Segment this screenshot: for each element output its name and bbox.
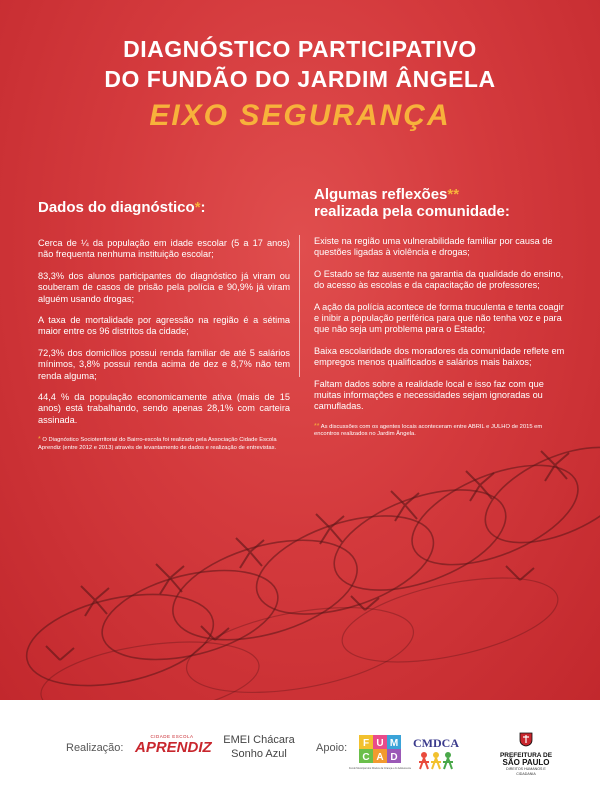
right-paragraph: Faltam dados sobre a realidade local e isso faz com que muitas informações e necessidades sejam ignoradas ou camufladas. (314, 378, 544, 412)
header (0, 34, 600, 136)
sp-city: SÃO PAULO (502, 758, 550, 767)
left-paragraph: 83,3% dos alunos participantes do diagnóstico já viram ou souberam de casos de prisão pela polícia e 90,9% já viram alguém usando drogas; (38, 270, 290, 304)
right-heading (314, 186, 566, 220)
fumcad-letter: M (389, 738, 399, 749)
right-footnote-star: ** (314, 422, 320, 430)
fumcad-letter: A (376, 752, 384, 763)
right-footnote (314, 423, 566, 439)
right-paragraph: Baixa escolaridade dos moradores da comunidade reflete em empregos menos qualificados e salários mais baixos; (314, 345, 565, 368)
cmdca-logo (410, 733, 462, 773)
left-footnote (38, 436, 290, 452)
left-paragraphs (38, 238, 290, 426)
right-paragraph: Existe na região uma vulnerabilidade familiar por causa de questões ligadas à violência e drogas; (314, 236, 553, 258)
column-divider (299, 235, 300, 377)
right-paragraphs (314, 236, 566, 413)
left-paragraph: 44,4 % da população economicamente ativa (mais de 15 anos) está trabalhando, sendo apenas 28,1% com carteira assinada. (38, 392, 290, 425)
fumcad-letter: C (362, 752, 370, 763)
realizacao-label: Realização: (66, 742, 124, 754)
emei-line-1: EMEI Chácara (223, 734, 295, 746)
left-paragraph: A taxa de mortalidade por agressão na região é a sétima maior entre os 96 distritos da cidade; (38, 315, 290, 337)
aprendiz-logo-small-text: CIDADE ESCOLA (150, 734, 194, 739)
title-line-1: DIAGNÓSTICO PARTICIPATIVO (123, 36, 477, 62)
subtitle: EIXO SEGURANÇA (149, 99, 451, 132)
cmdca-text: CMDCA (413, 736, 459, 750)
fumcad-letter: U (376, 738, 384, 749)
fumcad-letter: F (362, 738, 370, 749)
left-column (38, 199, 290, 452)
right-paragraph: A ação da polícia acontece de forma truculenta e tenta coagir e inibir a população periférica para que não tenha voz e para que não seja um problema para o Estado; (314, 301, 564, 335)
emei-line-2: Sonho Azul (231, 748, 287, 760)
sp-title: PREFEITURA DE (499, 752, 553, 759)
fumcad-caption: Fundo Municipal dos Direitos da Criança e do Adolescente (348, 767, 412, 770)
aprendiz-logo (135, 734, 212, 760)
left-paragraph: Cerca de ¼ da população em idade escolar (5 a 17 anos) não frequenta nenhuma instituição escolar; (38, 238, 290, 260)
fumcad-logo (348, 733, 412, 773)
right-footnote-text: As discussões com os agentes locais aconteceram entre ABRIL e JULHO de 2015 em encontros realizados no Jardim Ângela. (314, 423, 543, 438)
emei-logo (218, 733, 300, 761)
right-heading-star: ** (447, 186, 460, 203)
right-heading-line-1: Algumas reflexões (314, 186, 448, 203)
sp-subtitle: DIREITOS HUMANOS E CIDADANIA (506, 767, 546, 776)
prefeitura-sp-logo (496, 731, 556, 776)
left-paragraph: 72,3% dos domicílios possui renda familiar de até 5 salários mínimos, 3,8% possui renda acima de dez e 8,7% não tem renda alguma; (38, 347, 290, 381)
left-footnote-text: O Diagnóstico Socioterritorial do Bairro-escola foi realizado pela Associação Cidade Escola Aprendiz (entre 2012 e 2013) através de levantamento de dados e realização de entrevistas. (38, 437, 277, 451)
right-heading-line-2: realizada pela comunidade: (314, 203, 510, 220)
left-footnote-star: * (38, 436, 41, 444)
apoio-label: Apoio: (316, 742, 348, 754)
right-column (314, 186, 566, 439)
left-heading (38, 199, 290, 216)
fumcad-letter: D (390, 752, 398, 763)
left-heading-text: Dados do diagnóstico (38, 199, 195, 216)
left-heading-star: * (194, 199, 201, 216)
aprendiz-logo-text: APRENDIZ (135, 739, 212, 756)
right-paragraph: O Estado se faz ausente na garantia da qualidade do ensino, do acesso às escolas e da capacitação de professores; (314, 268, 564, 291)
sp-coat-of-arms-icon (518, 731, 534, 747)
left-heading-colon: : (200, 199, 206, 216)
title-line-2: DO FUNDÃO DO JARDIM ÂNGELA (104, 66, 496, 92)
